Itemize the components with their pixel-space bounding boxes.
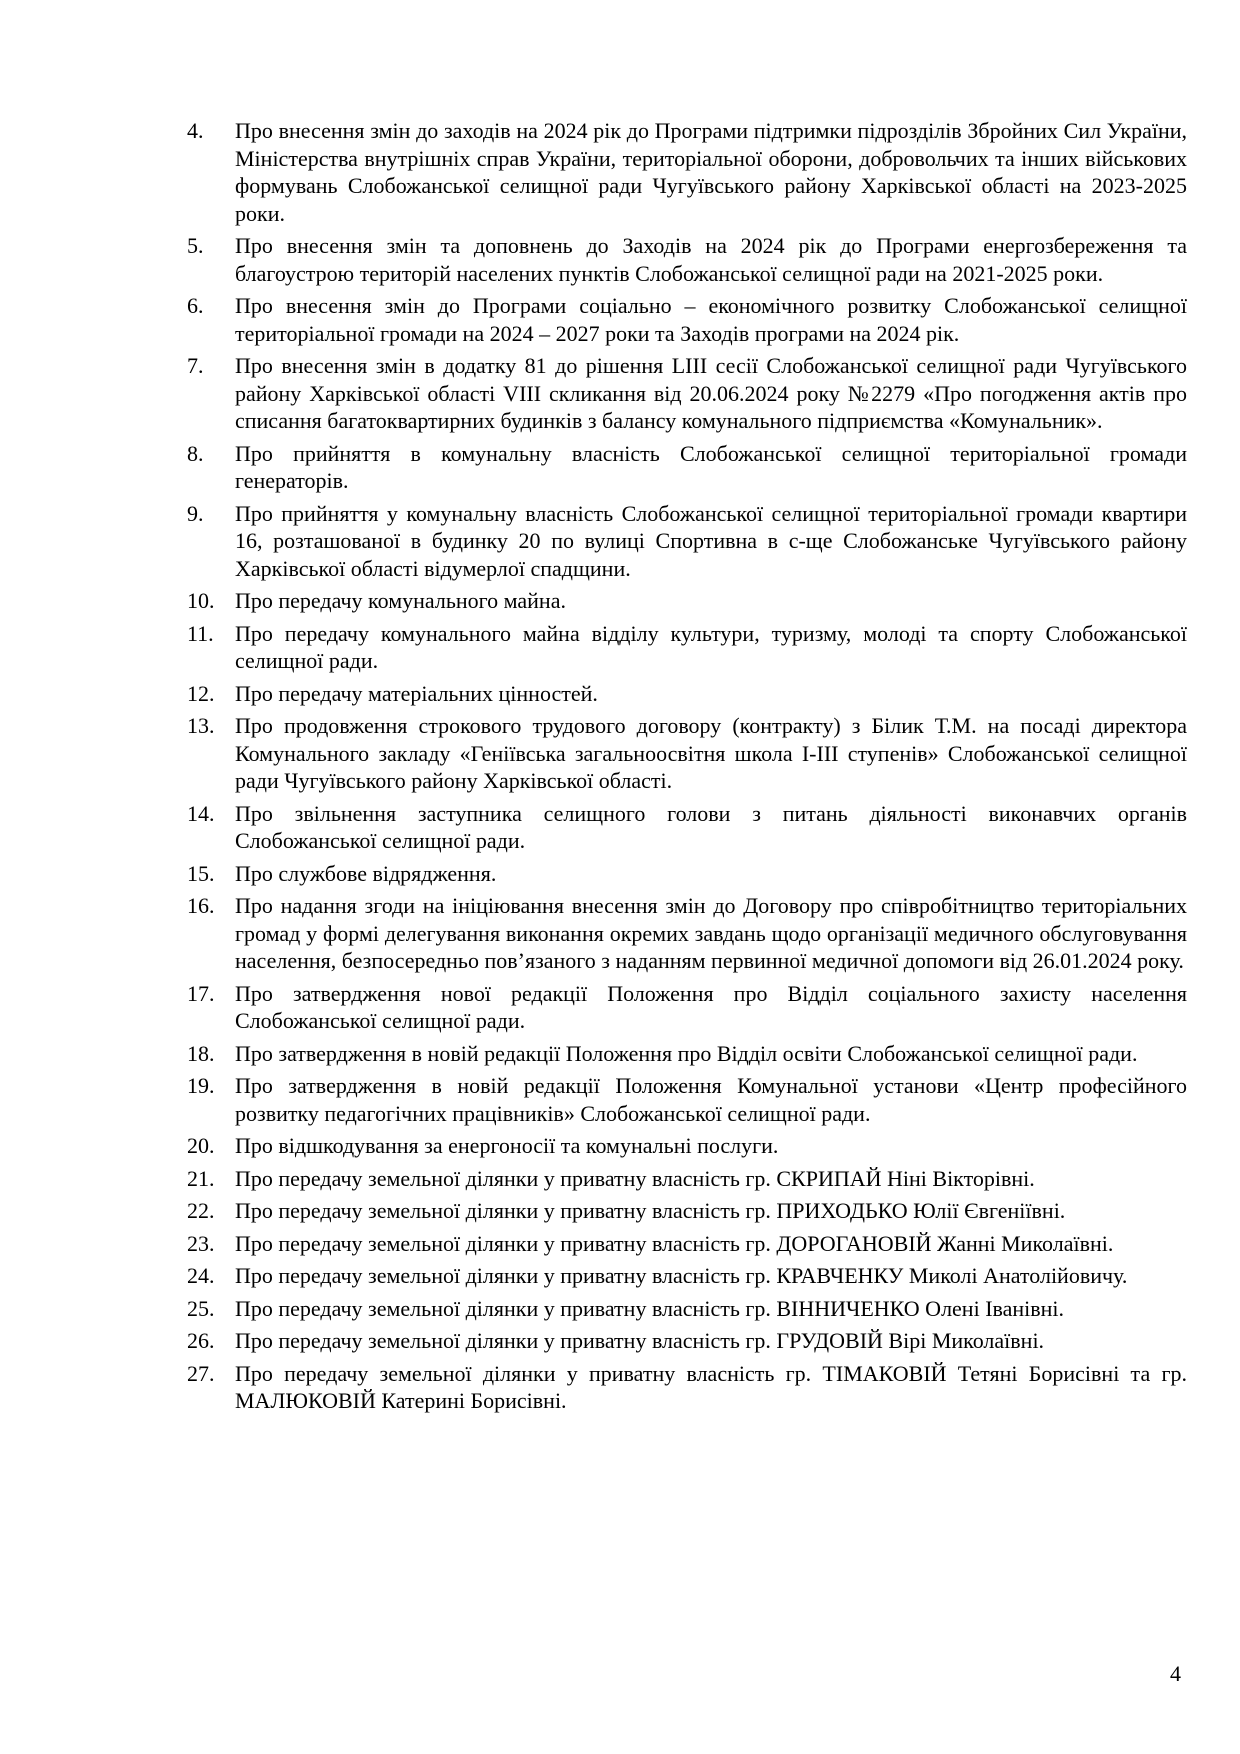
agenda-item-27 bbox=[187, 1360, 1187, 1415]
item-text: Про внесення змін до Програми соціально – економічного розвитку Слобожанської селищної територіальної громади на 2024 – 2027 роки та Заходів програми на 2024 рік. bbox=[235, 293, 1187, 346]
page-number: 4 bbox=[1170, 1661, 1181, 1686]
item-number: 13. bbox=[187, 713, 215, 738]
item-text: Про прийняття в комунальну власність Слобожанської селищної територіальної громади генераторів. bbox=[235, 440, 1187, 493]
item-number: 19. bbox=[187, 1073, 215, 1098]
item-text: Про відшкодування за енергоносії та комунальні послуги. bbox=[235, 1133, 779, 1158]
agenda-item-17 bbox=[187, 980, 1187, 1035]
agenda-item-15 bbox=[187, 860, 1187, 888]
agenda-list bbox=[187, 117, 1187, 1420]
item-text: Про передачу комунального майна відділу культури, туризму, молоді та спорту Слобожанської селищної ради. bbox=[235, 620, 1187, 673]
item-text: Про затвердження в новій редакції Положення Комунальної установи «Центр професійного розвитку педагогічних працівників» Слобожанської селищної ради. bbox=[235, 1073, 1187, 1126]
agenda-item-19 bbox=[187, 1072, 1187, 1127]
agenda-item-26 bbox=[187, 1327, 1187, 1355]
item-text: Про прийняття у комунальну власність Слобожанської селищної територіальної громади квартири 16, розташованої в будинку 20 по вулиці Спортивна в с-ще Слобожанське Чугуївського району Харківської області відумерлої спадщини. bbox=[235, 500, 1187, 581]
item-number: 10. bbox=[187, 588, 215, 613]
item-text: Про затвердження в новій редакції Положення про Відділ освіти Слобожанської селищної ради. bbox=[235, 1040, 1138, 1066]
item-number: 17. bbox=[187, 980, 215, 1006]
item-number: 11. bbox=[187, 620, 214, 646]
agenda-item-21 bbox=[187, 1165, 1187, 1193]
item-text: Про внесення змін до заходів на 2024 рік до Програми підтримки підрозділів Збройних Сил України, Міністерства внутрішніх справ України, територіальної оборони, добровольчих та інших військових формувань Слобожанської селищної ради Чугуївського району Харківської області на 2023-2025 роки. bbox=[235, 118, 1187, 226]
agenda-item-7 bbox=[187, 352, 1187, 435]
item-text: Про надання згоди на ініціювання внесення змін до Договору про співробітництво територіальних громад у формі делегування виконання окремих завдань щодо організації медичного обслуговування населення, безпосередньо пов’язаного з наданням первинної медичної допомоги від 26.01.2024 року. bbox=[235, 893, 1187, 973]
item-number: 15. bbox=[187, 860, 215, 886]
item-text: Про передачу матеріальних цінностей. bbox=[235, 680, 598, 706]
item-text: Про передачу земельної ділянки у приватну власність гр. ВІННИЧЕНКО Олені Іванівні. bbox=[235, 1295, 1065, 1321]
item-number: 6. bbox=[187, 293, 204, 318]
agenda-item-5 bbox=[187, 232, 1187, 287]
item-text: Про внесення змін в додатку 81 до рішення LIII сесії Слобожанської селищної ради Чугуївського району Харківської області VIII скликання від 20.06.2024 року №2279 «Про погодження актів про списання багатоквартирних будинків з балансу комунального підприємства «Комунальник». bbox=[235, 353, 1187, 433]
item-number: 16. bbox=[187, 893, 215, 918]
agenda-item-6 bbox=[187, 292, 1187, 347]
item-number: 7. bbox=[187, 353, 204, 378]
item-number: 12. bbox=[187, 680, 215, 706]
item-number: 25. bbox=[187, 1295, 215, 1321]
item-text: Про передачу земельної ділянки у приватну власність гр. СКРИПАЙ Ніні Вікторівні. bbox=[235, 1165, 1035, 1191]
agenda-item-18 bbox=[187, 1040, 1187, 1068]
item-text: Про передачу земельної ділянки у приватну власність гр. ПРИХОДЬКО Юлії Євгеніївні. bbox=[235, 1198, 1066, 1223]
agenda-item-4 bbox=[187, 117, 1187, 227]
item-number: 8. bbox=[187, 440, 204, 466]
item-number: 9. bbox=[187, 500, 204, 526]
item-number: 18. bbox=[187, 1040, 215, 1066]
item-number: 24. bbox=[187, 1263, 215, 1288]
item-text: Про передачу комунального майна. bbox=[235, 588, 566, 613]
item-text: Про передачу земельної ділянки у приватну власність гр. ГРУДОВІЙ Вірі Миколаївні. bbox=[235, 1328, 1045, 1353]
agenda-item-8 bbox=[187, 440, 1187, 495]
agenda-item-24 bbox=[187, 1262, 1187, 1290]
item-number: 21. bbox=[187, 1165, 215, 1191]
item-number: 22. bbox=[187, 1198, 215, 1223]
agenda-item-23 bbox=[187, 1230, 1187, 1258]
item-text: Про передачу земельної ділянки у приватну власність гр. ТІМАКОВІЙ Тетяні Борисівні та гр. МАЛЮКОВІЙ Катерині Борисівні. bbox=[235, 1360, 1187, 1413]
agenda-item-10 bbox=[187, 587, 1187, 615]
item-text: Про передачу земельної ділянки у приватну власність гр. ДОРОГАНОВІЙ Жанні Миколаївні. bbox=[235, 1230, 1114, 1256]
agenda-item-25 bbox=[187, 1295, 1187, 1323]
item-text: Про внесення змін та доповнень до Заходів на 2024 рік до Програми енергозбереження та благоустрою територій населених пунктів Слобожанської селищної ради на 2021-2025 роки. bbox=[235, 233, 1187, 286]
agenda-item-9 bbox=[187, 500, 1187, 583]
item-text: Про звільнення заступника селищного голови з питань діяльності виконавчих органів Слобожанської селищної ради. bbox=[235, 800, 1187, 853]
agenda-item-22 bbox=[187, 1197, 1187, 1225]
item-number: 20. bbox=[187, 1133, 215, 1158]
agenda-item-14 bbox=[187, 800, 1187, 855]
item-text: Про затвердження нової редакції Положення про Відділ соціального захисту населення Слобожанської селищної ради. bbox=[235, 980, 1187, 1033]
item-text: Про службове відрядження. bbox=[235, 860, 497, 886]
agenda-item-11 bbox=[187, 620, 1187, 675]
agenda-item-16 bbox=[187, 892, 1187, 975]
item-number: 23. bbox=[187, 1230, 215, 1256]
item-number: 5. bbox=[187, 233, 204, 258]
item-number: 27. bbox=[187, 1360, 215, 1386]
item-number: 4. bbox=[187, 118, 204, 143]
item-text: Про продовження строкового трудового договору (контракту) з Білик Т.М. на посаді директора Комунального закладу «Геніївська загальноосвітня школа I-III ступенів» Слобожанської селищної ради Чугуївського району Харківської області. bbox=[235, 713, 1187, 793]
agenda-item-20 bbox=[187, 1132, 1187, 1160]
item-number: 26. bbox=[187, 1328, 215, 1353]
item-text: Про передачу земельної ділянки у приватну власність гр. КРАВЧЕНКУ Миколі Анатолійовичу. bbox=[235, 1263, 1128, 1288]
agenda-item-12 bbox=[187, 680, 1187, 708]
agenda-item-13 bbox=[187, 712, 1187, 795]
item-number: 14. bbox=[187, 800, 215, 826]
